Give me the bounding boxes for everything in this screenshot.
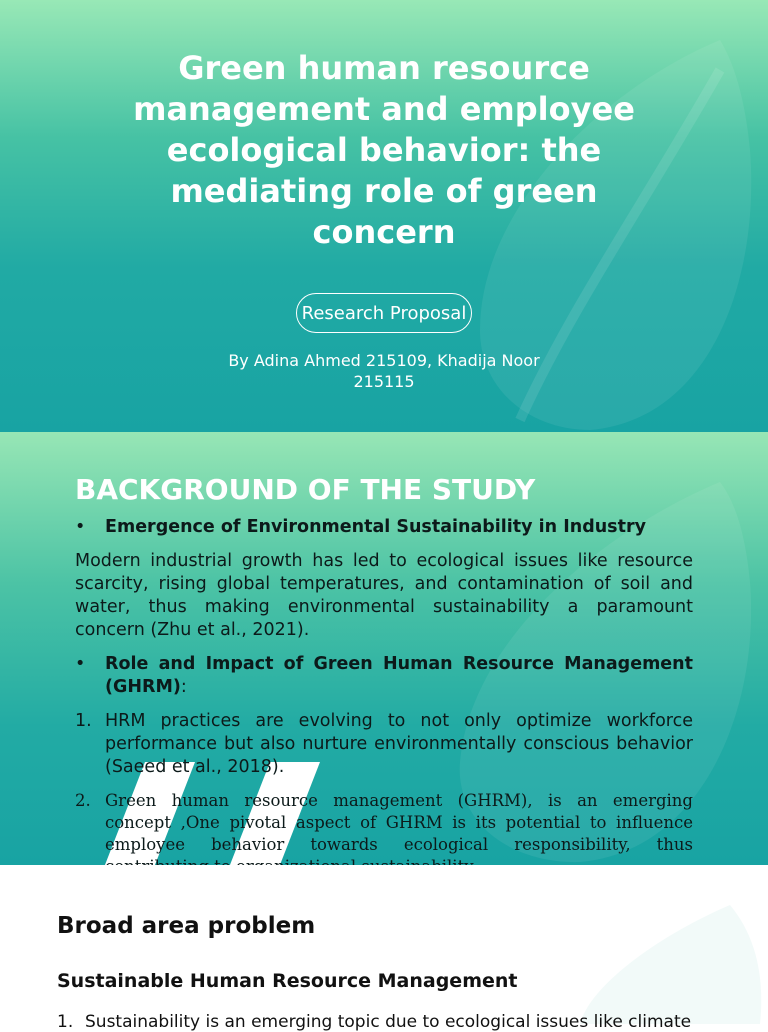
section-heading: BACKGROUND OF THE STUDY xyxy=(75,473,536,506)
numbered-item xyxy=(75,710,693,779)
bullet-item xyxy=(75,653,693,699)
slide-subheading: Sustainable Human Resource Management xyxy=(57,970,518,992)
item-text: Green human resource management (GHRM), is an emerging concept ,One pivotal aspect of GHRM is its potential to influence employee behavior towards ecological responsibility, thus xyxy=(105,791,693,854)
research-proposal-badge: Research Proposal xyxy=(296,293,472,333)
item-text: Sustainability is an emerging topic due to ecological issues like climate xyxy=(85,1012,692,1032)
numbered-item xyxy=(57,1012,691,1032)
bullet-text: Emergence of Environmental Sustainability in Industry xyxy=(105,517,646,537)
bullet-text-tail: : xyxy=(180,677,187,697)
leaf-watermark-icon xyxy=(560,895,768,1024)
paragraph: Modern industrial growth has led to ecological issues like resource scarcity, rising global temperatures, and contamination of soil and water, thus making environmental sustainability a paramount concern (Zhu et al., 2021). xyxy=(75,551,693,640)
bullet-item xyxy=(75,516,693,539)
bullet-text: Role and Impact of Green Human Resource Management (GHRM) xyxy=(105,654,693,697)
item-number: 2. xyxy=(75,791,91,810)
background-content xyxy=(75,516,693,878)
bullet-marker: • xyxy=(75,517,86,537)
bullet-marker: • xyxy=(75,654,86,674)
presentation-title: Green human resource management and employee ecological behavior: the mediating role of green concern xyxy=(133,49,635,251)
item-number: 1. xyxy=(75,711,92,731)
authors-line: By Adina Ahmed 215109, Khadija Noor 215115 xyxy=(228,351,540,391)
title-slide xyxy=(0,0,768,432)
item-number: 1. xyxy=(57,1012,74,1032)
slide-heading: Broad area problem xyxy=(57,913,316,939)
item-text: HRM practices are evolving to not only optimize workforce performance but also nurture environmentally conscious behavior (Saeed et al., 2018). xyxy=(105,711,693,777)
background-slide xyxy=(0,432,768,865)
problem-slide xyxy=(0,865,768,1032)
